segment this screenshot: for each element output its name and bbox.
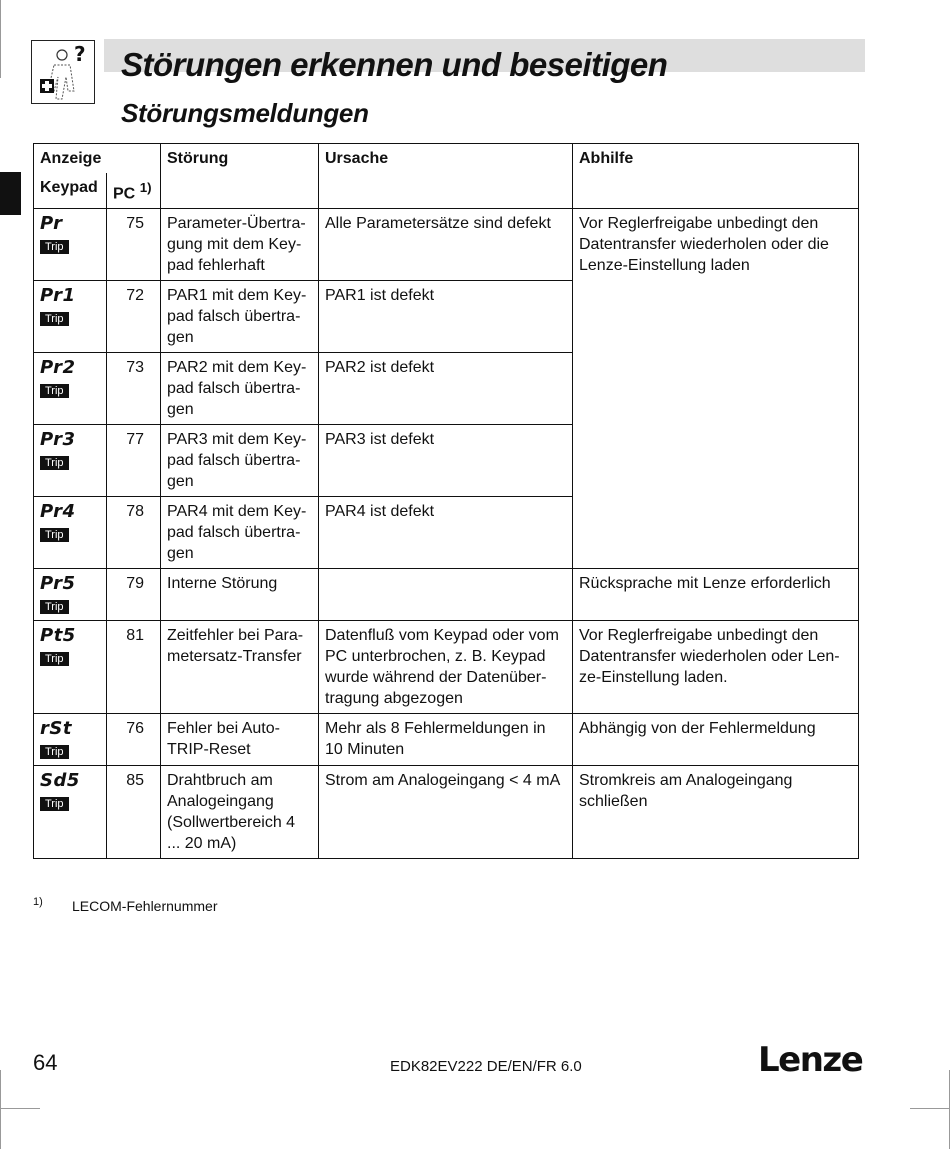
- ursache-cell: Mehr als 8 Fehlermeldungen in 10 Minuten: [319, 714, 573, 766]
- abhilfe-cell: Vor Reglerfreigabe unbedingt den Datentransfer wiederholen oder Len- ze-Einstellung laden.: [573, 621, 859, 714]
- keypad-code: Pt5: [40, 625, 76, 647]
- stoerung-cell: Drahtbruch am Analogeingang (Sollwertbereich 4 ... 20 mA): [161, 766, 319, 859]
- fault-messages-table: [33, 143, 859, 859]
- header-ursache: Ursache: [319, 144, 573, 209]
- table-row: [34, 621, 859, 714]
- keypad-cell: [34, 281, 107, 353]
- header-pc-label: PC: [113, 185, 136, 203]
- keypad-code: Pr2: [40, 357, 76, 379]
- ursache-cell: PAR4 ist defekt: [319, 497, 573, 569]
- table-row: [34, 209, 859, 281]
- stoerung-cell: Zeitfehler bei Para- metersatz-Transfer: [161, 621, 319, 714]
- ursache-cell: PAR1 ist defekt: [319, 281, 573, 353]
- stoerung-cell: Parameter-Übertra- gung mit dem Key- pad fehlerhaft: [161, 209, 319, 281]
- page-number: 64: [33, 1050, 58, 1075]
- keypad-code: Pr1: [40, 285, 76, 307]
- header-pc-footnote: 1): [139, 180, 152, 195]
- pc-cell: 76: [107, 714, 161, 766]
- pc-cell: 81: [107, 621, 161, 714]
- document-id: EDK82EV222 DE/EN/FR 6.0: [390, 1058, 582, 1075]
- keypad-cell: [34, 425, 107, 497]
- header-keypad: Keypad: [34, 173, 107, 209]
- header-abhilfe: Abhilfe: [573, 144, 859, 209]
- stoerung-cell: PAR4 mit dem Key- pad falsch übertra- gen: [161, 497, 319, 569]
- trip-badge: Trip: [40, 600, 69, 614]
- abhilfe-cell: Stromkreis am Analogeingang schließen: [573, 766, 859, 859]
- page-title: Störungen erkennen und beseitigen: [121, 46, 668, 83]
- table-row: [34, 766, 859, 859]
- keypad-code: Pr4: [40, 501, 76, 523]
- pc-cell: 75: [107, 209, 161, 281]
- ursache-cell: Datenfluß vom Keypad oder vom PC unterbrochen, z. B. Keypad wurde während der Datenüber- tragung abgezogen: [319, 621, 573, 714]
- header-pc: [107, 173, 161, 209]
- pc-cell: 77: [107, 425, 161, 497]
- ursache-cell: Alle Parametersätze sind defekt: [319, 209, 573, 281]
- abhilfe-cell: Rücksprache mit Lenze erforderlich: [573, 569, 859, 621]
- ursache-cell: PAR3 ist defekt: [319, 425, 573, 497]
- svg-text:?: ?: [74, 42, 86, 66]
- keypad-cell: [34, 497, 107, 569]
- trip-badge: Trip: [40, 528, 69, 542]
- keypad-code: Pr3: [40, 429, 76, 451]
- keypad-code: rSt: [40, 718, 72, 740]
- pc-cell: 78: [107, 497, 161, 569]
- ursache-cell: PAR2 ist defekt: [319, 353, 573, 425]
- pc-cell: 79: [107, 569, 161, 621]
- footnote-text: LECOM-Fehlernummer: [72, 898, 218, 914]
- table-row: [34, 569, 859, 621]
- section-tab-marker: [0, 172, 21, 215]
- trip-badge: Trip: [40, 312, 69, 326]
- pc-cell: 73: [107, 353, 161, 425]
- keypad-code: Sd5: [40, 770, 80, 792]
- footnote-mark: 1): [33, 896, 43, 908]
- crop-mark: [0, 0, 1, 78]
- keypad-code: Pr: [40, 213, 63, 235]
- lenze-logo: Lenze: [758, 1040, 863, 1080]
- stoerung-cell: PAR1 mit dem Key- pad falsch übertra- gen: [161, 281, 319, 353]
- keypad-cell: [34, 353, 107, 425]
- header-anzeige: Anzeige: [34, 144, 161, 174]
- stoerung-cell: PAR2 mit dem Key- pad falsch übertra- gen: [161, 353, 319, 425]
- stoerung-cell: PAR3 mit dem Key- pad falsch übertra- gen: [161, 425, 319, 497]
- troubleshooting-icon: [31, 40, 95, 104]
- abhilfe-cell: Vor Reglerfreigabe unbedingt den Datentransfer wiederholen oder die Lenze-Einstellung laden: [573, 209, 859, 569]
- page-subtitle: Störungsmeldungen: [121, 98, 369, 128]
- trip-badge: Trip: [40, 456, 69, 470]
- crop-mark: [0, 1070, 1, 1149]
- header-stoerung: Störung: [161, 144, 319, 209]
- trip-badge: Trip: [40, 652, 69, 666]
- table-row: [34, 714, 859, 766]
- trip-badge: Trip: [40, 384, 69, 398]
- trip-badge: Trip: [40, 797, 69, 811]
- stoerung-cell: Interne Störung: [161, 569, 319, 621]
- stoerung-cell: Fehler bei Auto- TRIP-Reset: [161, 714, 319, 766]
- ursache-cell: Strom am Analogeingang < 4 mA: [319, 766, 573, 859]
- table-header-row: [34, 144, 859, 174]
- keypad-cell: [34, 714, 107, 766]
- keypad-cell: [34, 569, 107, 621]
- keypad-code: Pr5: [40, 573, 76, 595]
- keypad-cell: [34, 209, 107, 281]
- ursache-cell: [319, 569, 573, 621]
- crop-mark: [0, 1108, 40, 1109]
- abhilfe-cell: Abhängig von der Fehlermeldung: [573, 714, 859, 766]
- trip-badge: Trip: [40, 240, 69, 254]
- pc-cell: 85: [107, 766, 161, 859]
- crop-mark: [910, 1108, 950, 1109]
- trip-badge: Trip: [40, 745, 69, 759]
- keypad-cell: [34, 766, 107, 859]
- pc-cell: 72: [107, 281, 161, 353]
- keypad-cell: [34, 621, 107, 714]
